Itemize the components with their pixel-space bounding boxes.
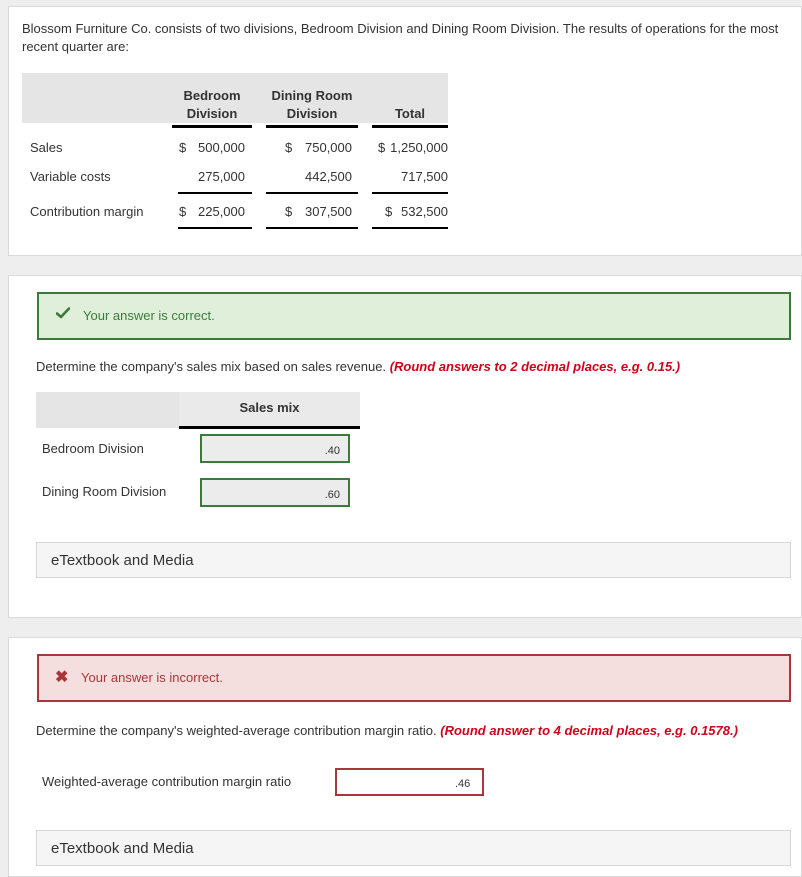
sales-mix-hint: (Round answers to 2 decimal places, e.g. 0.15.) [389, 359, 681, 374]
row-label-sales: Sales [30, 140, 63, 155]
sales-mix-bedroom-input[interactable] [200, 434, 350, 463]
checkmark-icon [56, 306, 70, 320]
subtotal-rule-dining [266, 192, 358, 194]
incorrect-alert [37, 654, 791, 702]
weighted-cm-question: Determine the company's weighted-average contribution margin ratio. (Round answer to 4 decimal places, e.g. 0.1578.) [36, 723, 738, 738]
cell-varcost-dining: 442,500 [305, 169, 352, 184]
col-header-total-line2: Total [394, 106, 426, 121]
subtotal-rule-bedroom [178, 192, 252, 194]
incorrect-alert-text: Your answer is incorrect. [81, 670, 223, 685]
weighted-cm-input[interactable] [335, 768, 484, 796]
sales-mix-col-header: Sales mix [239, 400, 300, 415]
cell-varcost-bedroom: 275,000 [198, 169, 245, 184]
cell-varcost-total: 717,500 [401, 169, 448, 184]
sales-mix-row-dining: Dining Room Division [42, 484, 167, 499]
total-rule-dining [266, 227, 358, 229]
total-rule-bedroom [178, 227, 252, 229]
problem-intro: Blossom Furniture Co. consists of two divisions, Bedroom Division and Dining Room Division. The results of operations for the most recent quarter are: [22, 21, 779, 54]
correct-alert [37, 292, 791, 340]
col-header-total-line1 [372, 87, 448, 105]
sales-mix-dining-input[interactable] [200, 478, 350, 507]
col-header-dining-line2: Division [286, 106, 338, 121]
weighted-cm-hint: (Round answer to 4 decimal places, e.g. 0.1578.) [440, 723, 738, 738]
sales-mix-question: Determine the company's sales mix based on sales revenue. (Round answers to 2 decimal places, e.g. 0.15.) [36, 359, 681, 374]
sales-mix-header-rule [179, 426, 360, 429]
cell-cm-dining: $ 307,500 [285, 204, 352, 219]
problem-card [8, 6, 802, 256]
sales-mix-card [8, 275, 802, 618]
row-label-contribution-margin: Contribution margin [30, 204, 144, 219]
weighted-cm-label: Weighted-average contribution margin ratio [42, 774, 292, 789]
col-header-total [372, 87, 448, 123]
sales-mix-row-bedroom: Bedroom Division [42, 441, 144, 456]
col-header-bedroom-line2: Division [186, 106, 238, 121]
cell-cm-total: $ 532,500 [385, 204, 448, 219]
total-rule-total [372, 227, 448, 229]
row-label-variable-costs: Variable costs [30, 169, 111, 184]
x-mark-icon: ✖ [55, 669, 69, 686]
sales-mix-header-band [36, 392, 360, 428]
weighted-cm-card [8, 637, 802, 877]
col-header-bedroom [172, 87, 252, 123]
etextbook-media-link-2[interactable]: eTextbook and Media [36, 830, 791, 866]
correct-alert-text: Your answer is correct. [83, 308, 215, 323]
etextbook-media-link-1[interactable]: eTextbook and Media [36, 542, 791, 578]
col-header-bedroom-line1: Bedroom [183, 88, 241, 103]
cell-cm-bedroom: $ 225,000 [179, 204, 245, 219]
col-header-dining-line1: Dining Room [271, 88, 353, 103]
col-header-dining [266, 87, 358, 123]
cell-sales-bedroom: $ 500,000 [179, 140, 245, 155]
operations-table [22, 73, 448, 228]
cell-sales-dining: $ 750,000 [285, 140, 352, 155]
cell-sales-total: $ 1,250,000 [378, 140, 448, 155]
subtotal-rule-total [372, 192, 448, 194]
